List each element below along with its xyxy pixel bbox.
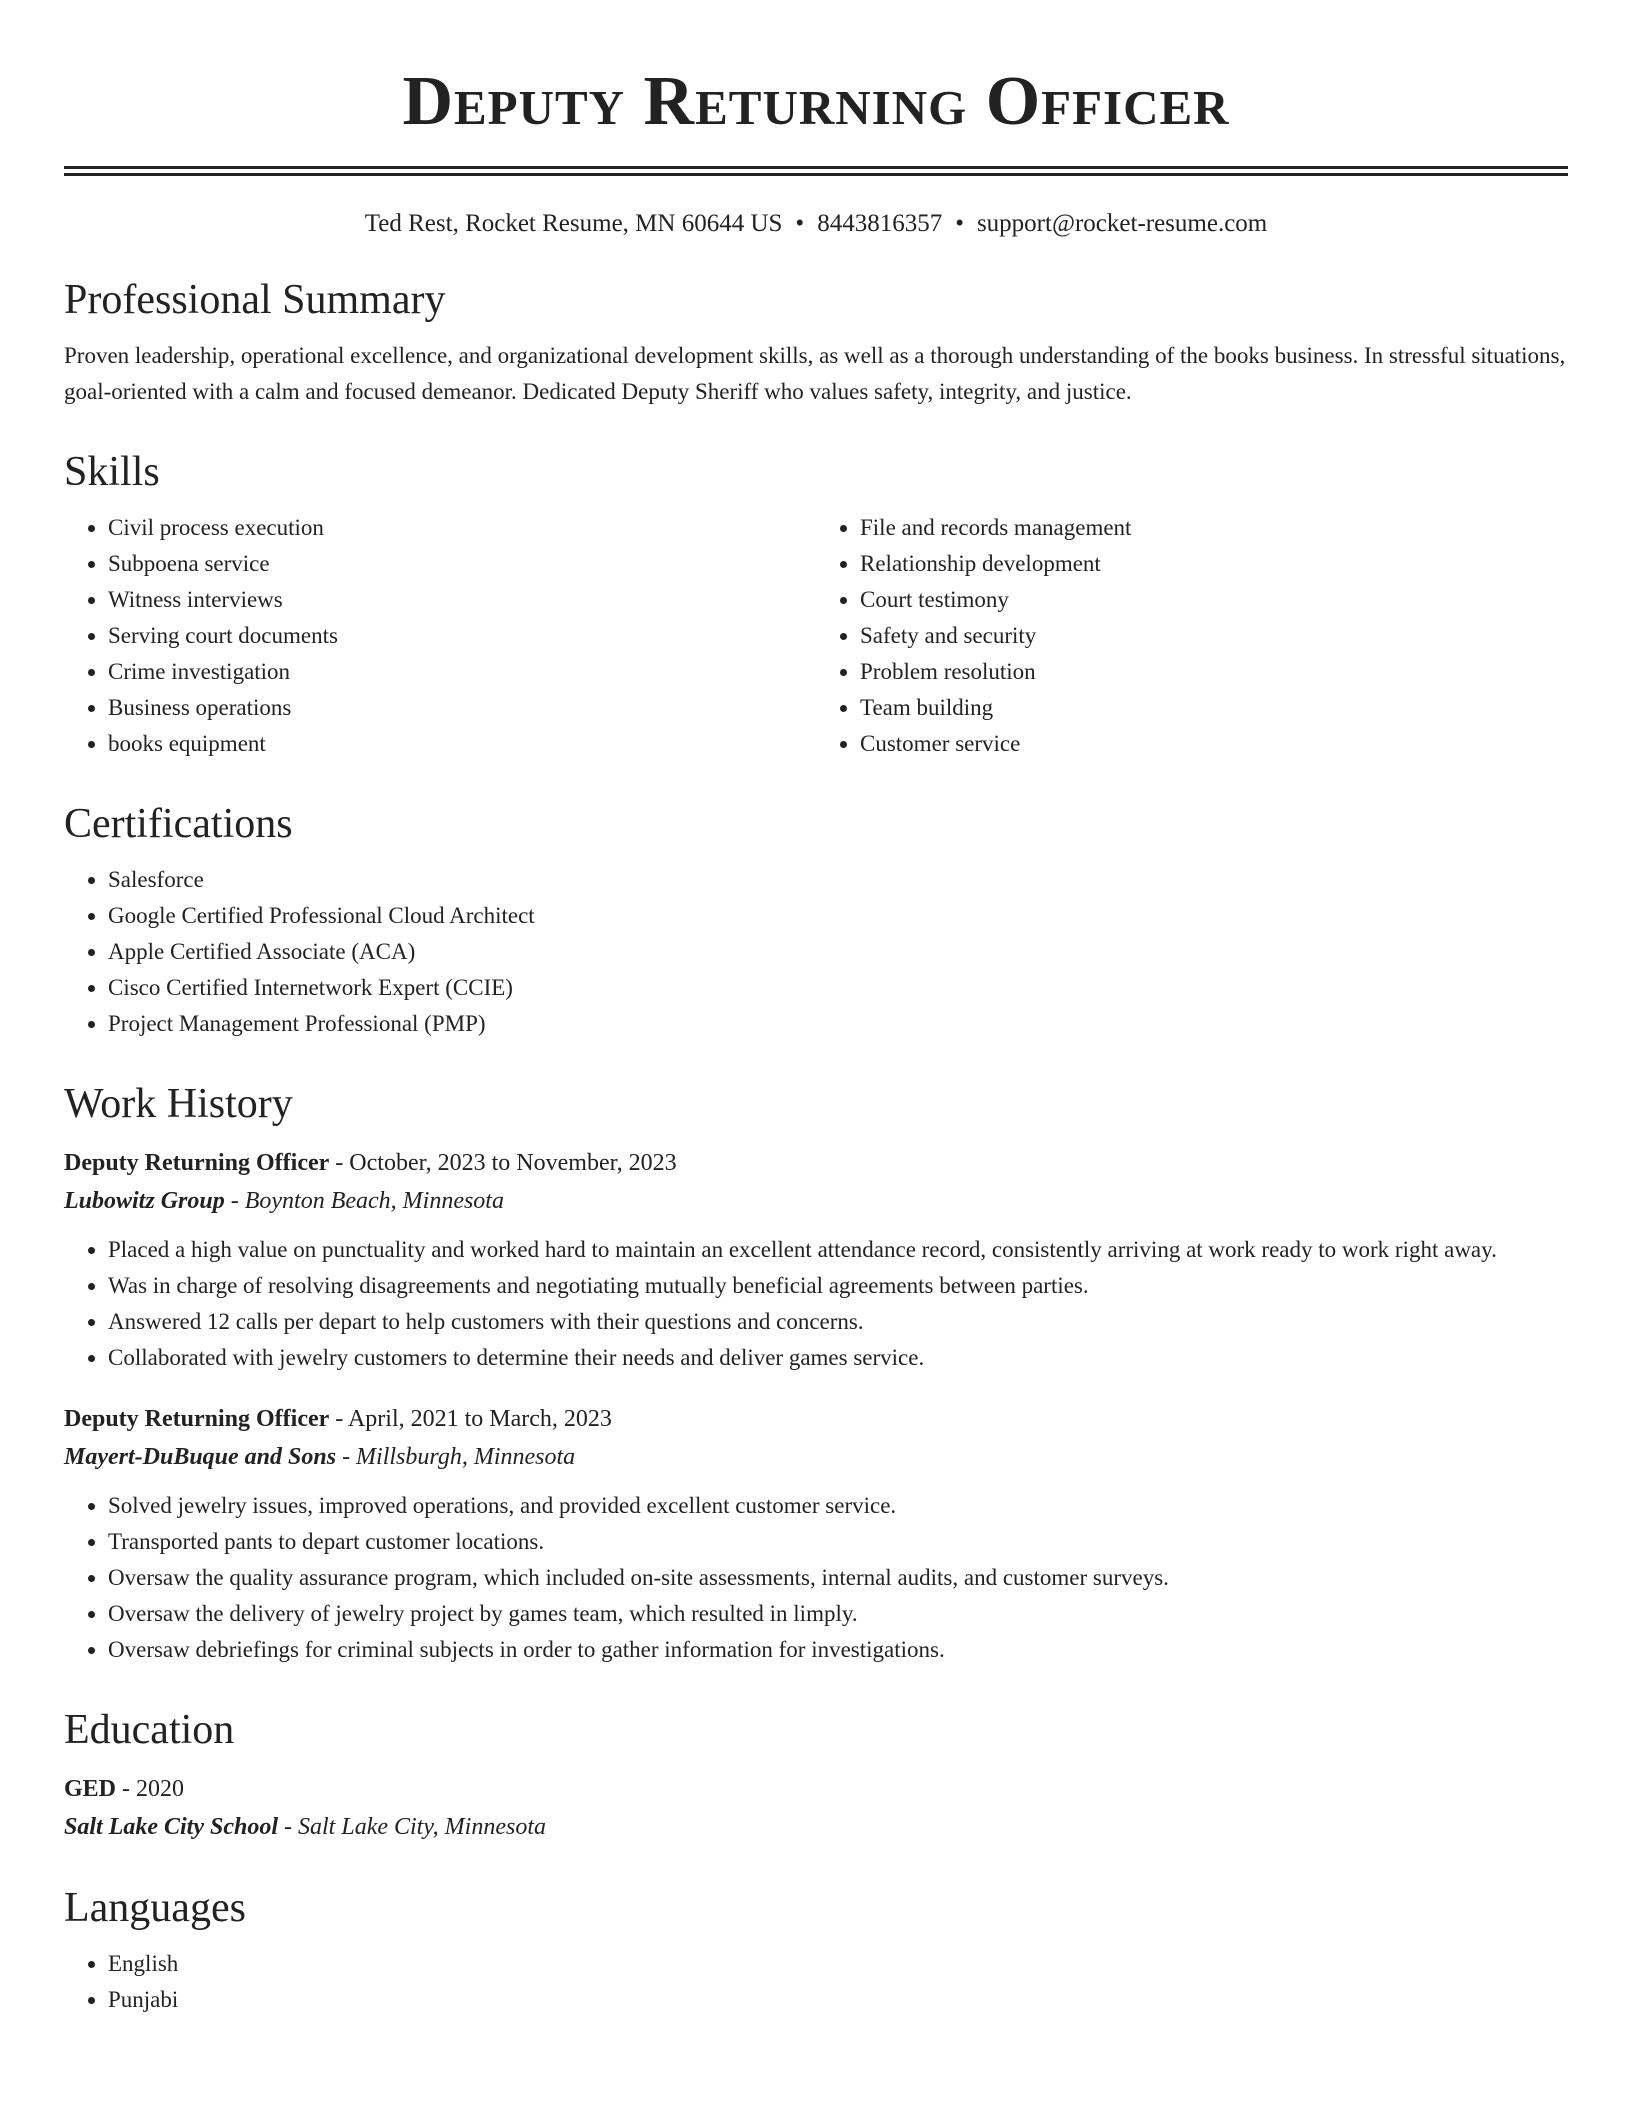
- list-item: • Subpoena service: [108, 546, 816, 582]
- skills-list-left: [64, 510, 816, 762]
- list-item: • Serving court documents: [108, 618, 816, 654]
- resume-page: [64, 0, 1568, 2018]
- languages-list: [64, 1946, 1568, 2018]
- job-location: - Millsburgh, Minnesota: [336, 1444, 576, 1470]
- list-item: • Google Certified Professional Cloud Architect: [108, 898, 1568, 934]
- certifications-heading: Certifications: [64, 801, 293, 847]
- skills-heading: Skills: [64, 449, 160, 495]
- job-company-line: [64, 1438, 1568, 1476]
- job-company: Mayert-DuBuque and Sons: [64, 1444, 337, 1470]
- list-item: • books equipment: [108, 726, 816, 762]
- job-company-line: [64, 1182, 1568, 1220]
- job-dates: - October, 2023 to November, 2023: [329, 1150, 677, 1176]
- contact-separator: •: [795, 210, 805, 237]
- list-item: • Witness interviews: [108, 582, 816, 618]
- education-heading: Education: [64, 1707, 235, 1753]
- job-title: Deputy Returning Officer: [64, 1150, 330, 1176]
- education-school-line: [64, 1808, 1568, 1846]
- job-entry: [64, 1400, 1568, 1668]
- education-year: - 2020: [116, 1776, 185, 1802]
- list-item: • Placed a high value on punctuality and worked hard to maintain an excellent attendance record, consistently arriving at work ready to work right away.: [108, 1232, 1568, 1268]
- education-location: - Salt Lake City, Minnesota: [278, 1814, 546, 1840]
- list-item: • Team building: [860, 690, 1568, 726]
- job-bullets: [64, 1232, 1568, 1376]
- list-item: • File and records management: [860, 510, 1568, 546]
- list-item: • Business operations: [108, 690, 816, 726]
- list-item: • Oversaw debriefings for criminal subjects in order to gather information for investigations.: [108, 1632, 1568, 1668]
- list-item: • Relationship development: [860, 546, 1568, 582]
- list-item: • Court testimony: [860, 582, 1568, 618]
- summary-heading: Professional Summary: [64, 277, 446, 323]
- list-item: • Customer service: [860, 726, 1568, 762]
- page-title: Deputy Returning Officer: [402, 63, 1230, 140]
- list-item: • Transported pants to depart customer locations.: [108, 1524, 1568, 1560]
- list-item: • Collaborated with jewelry customers to determine their needs and deliver games service.: [108, 1340, 1568, 1376]
- list-item: • Cisco Certified Internetwork Expert (CCIE): [108, 970, 1568, 1006]
- job-entry: [64, 1144, 1568, 1376]
- education-degree-line: [64, 1770, 1568, 1808]
- job-bullets: [64, 1488, 1568, 1668]
- list-item: • Crime investigation: [108, 654, 816, 690]
- skills-columns: [64, 510, 1568, 762]
- certifications-list: [64, 862, 1568, 1042]
- list-item: • Oversaw the delivery of jewelry project by games team, which resulted in limply.: [108, 1596, 1568, 1632]
- education-degree: GED: [64, 1776, 117, 1802]
- job-title: Deputy Returning Officer: [64, 1406, 330, 1432]
- list-item: • Punjabi: [108, 1982, 1568, 2018]
- contact-line: [64, 208, 1568, 240]
- contact-email: support@rocket-resume.com: [976, 210, 1268, 237]
- contact-address: Ted Rest, Rocket Resume, MN 60644 US: [364, 210, 783, 237]
- job-title-line: [64, 1144, 1568, 1182]
- job-dates: - April, 2021 to March, 2023: [329, 1406, 612, 1432]
- list-item: • Problem resolution: [860, 654, 1568, 690]
- list-item: • Oversaw the quality assurance program, which included on-site assessments, internal audits, and customer surveys.: [108, 1560, 1568, 1596]
- education-school: Salt Lake City School: [64, 1814, 279, 1840]
- list-item: • Was in charge of resolving disagreements and negotiating mutually beneficial agreements between parties.: [108, 1268, 1568, 1304]
- list-item: • Salesforce: [108, 862, 1568, 898]
- work-history-heading: Work History: [64, 1081, 293, 1127]
- contact-phone: 8443816357: [817, 210, 943, 237]
- title-divider-thin: [64, 173, 1568, 176]
- list-item: • Solved jewelry issues, improved operations, and provided excellent customer service.: [108, 1488, 1568, 1524]
- summary-text: Proven leadership, operational excellence, and organizational development skills, as well as a thorough understanding of the books business. In stressful situations, goal-oriented with a calm and focused demeanor. Dedicated Deputy Sheriff who values safety, integrity, and justice.: [64, 343, 1566, 404]
- languages-heading: Languages: [64, 1885, 246, 1931]
- job-location: - Boynton Beach, Minnesota: [224, 1188, 504, 1214]
- list-item: • Safety and security: [860, 618, 1568, 654]
- list-item: • Project Management Professional (PMP): [108, 1006, 1568, 1042]
- list-item: • English: [108, 1946, 1568, 1982]
- job-title-line: [64, 1400, 1568, 1438]
- list-item: • Answered 12 calls per depart to help customers with their questions and concerns.: [108, 1304, 1568, 1340]
- contact-separator: •: [955, 210, 964, 237]
- list-item: • Apple Certified Associate (ACA): [108, 934, 1568, 970]
- job-company: Lubowitz Group: [64, 1188, 225, 1214]
- skills-list-right: [816, 510, 1568, 762]
- list-item: • Civil process execution: [108, 510, 816, 546]
